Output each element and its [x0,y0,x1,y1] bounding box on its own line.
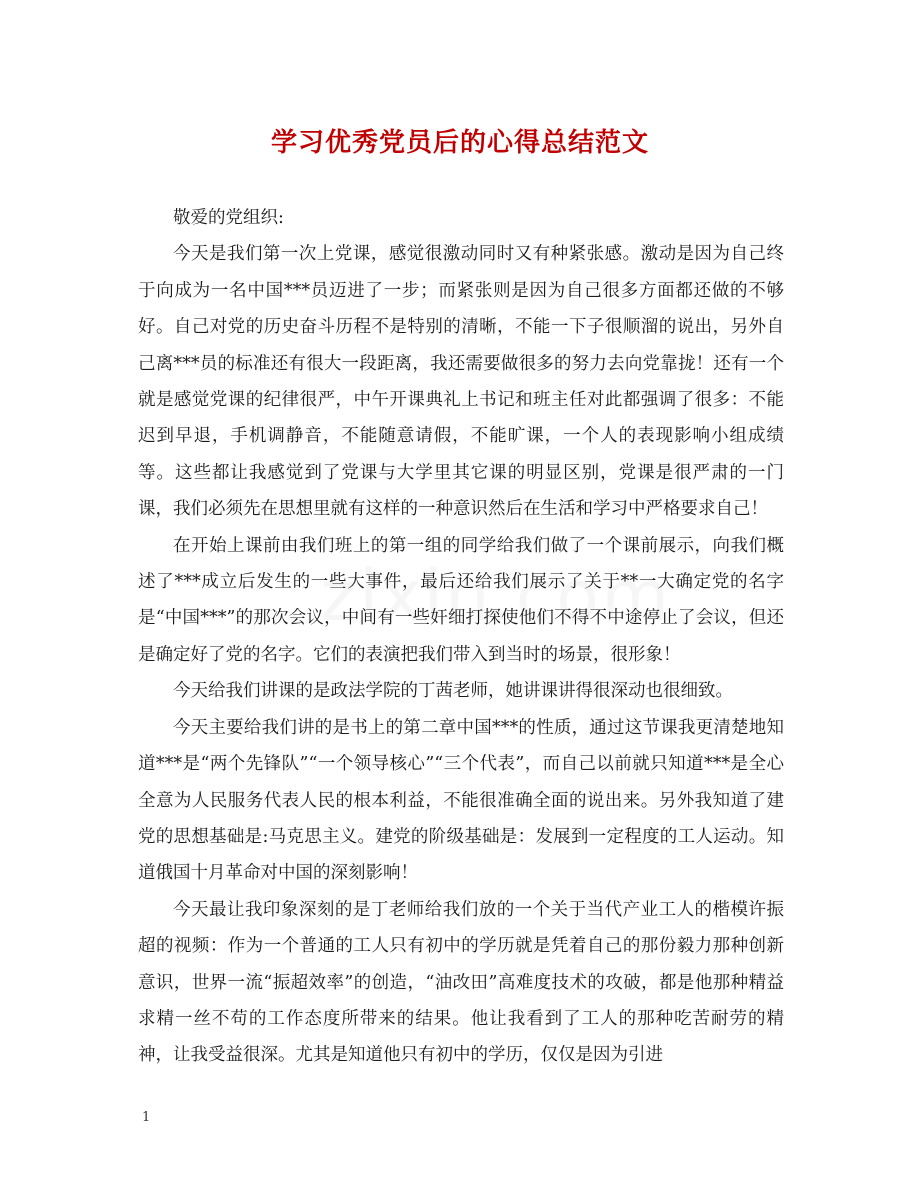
document-title: 学习优秀党员后的心得总结范文 [270,128,649,158]
body-paragraph: 在开始上课前由我们班上的第一组的同学给我们做了一个课前展示，向我们概述了***成立后发生的一些大事件，最后还给我们展示了关于**一大确定党的名字是“中国***”的那次会议，中间有一些奸细打探使他们不得不中途停止了会议，但还是确定好了党的名字。它们的表演把我们带入到当时的场景，很形象！ [138,535,784,665]
body-paragraph: 今天主要给我们讲的是书上的第二章中国***的性质，通过这节课我更清楚地知道***是“两个先锋队”“一个领导核心”“三个代表”，而自己以前就只知道***是全心全意为人民服务代表人民的根本利益，不能很准确全面的说出来。另外我知道了建党的思想基础是:马克思主义。建党的阶级基础是：发展到一定程度的工人运动。知道俄国十月革命对中国的深刻影响！ [138,717,784,884]
page-number: 1 [142,1110,151,1125]
salutation-paragraph: 敬爱的党组织: [173,208,284,228]
document-body [138,200,784,1074]
body-paragraph: 今天是我们第一次上党课，感觉很激动同时又有种紧张感。激动是因为自己终于向成为一名中国***员迈进了一步；而紧张则是因为自己很多方面都还做的不够好。自己对党的历史奋斗历程不是特别的清晰，不能一下子很顺溜的说出，另外自己离***员的标准还有很大一段距离，我还需要做很多的努力去向党靠拢！还有一个就是感觉党课的纪律很严，中午开课典礼上书记和班主任对此都强调了很多：不能迟到早退，手机调静音，不能随意请假，不能旷课，一个人的表现影响小组成绩等。这些都让我感觉到了党课与大学里其它课的明显区别，党课是很严肃的一门课，我们必须先在思想里就有这样的一种意识然后在生活和学习中严格要求自己！ [138,244,784,520]
body-paragraph: 今天给我们讲课的是政法学院的丁茜老师，她讲课讲得很深动也很细致。 [173,681,733,702]
body-paragraph: 今天最让我印象深刻的是丁老师给我们放的一个关于当代产业工人的楷模许振超的视频：作为一个普通的工人只有初中的学历就是凭着自己的那份毅力那种创新意识，世界一流“振超效率”的创造，“油改田”高难度技术的攻破，都是他那种精益求精一丝不苟的工作态度所带来的结果。他让我看到了工人的那种吃苦耐劳的精神，让我受益很深。尤其是知道他只有初中的学历，仅仅是因为引进 [138,899,784,1066]
